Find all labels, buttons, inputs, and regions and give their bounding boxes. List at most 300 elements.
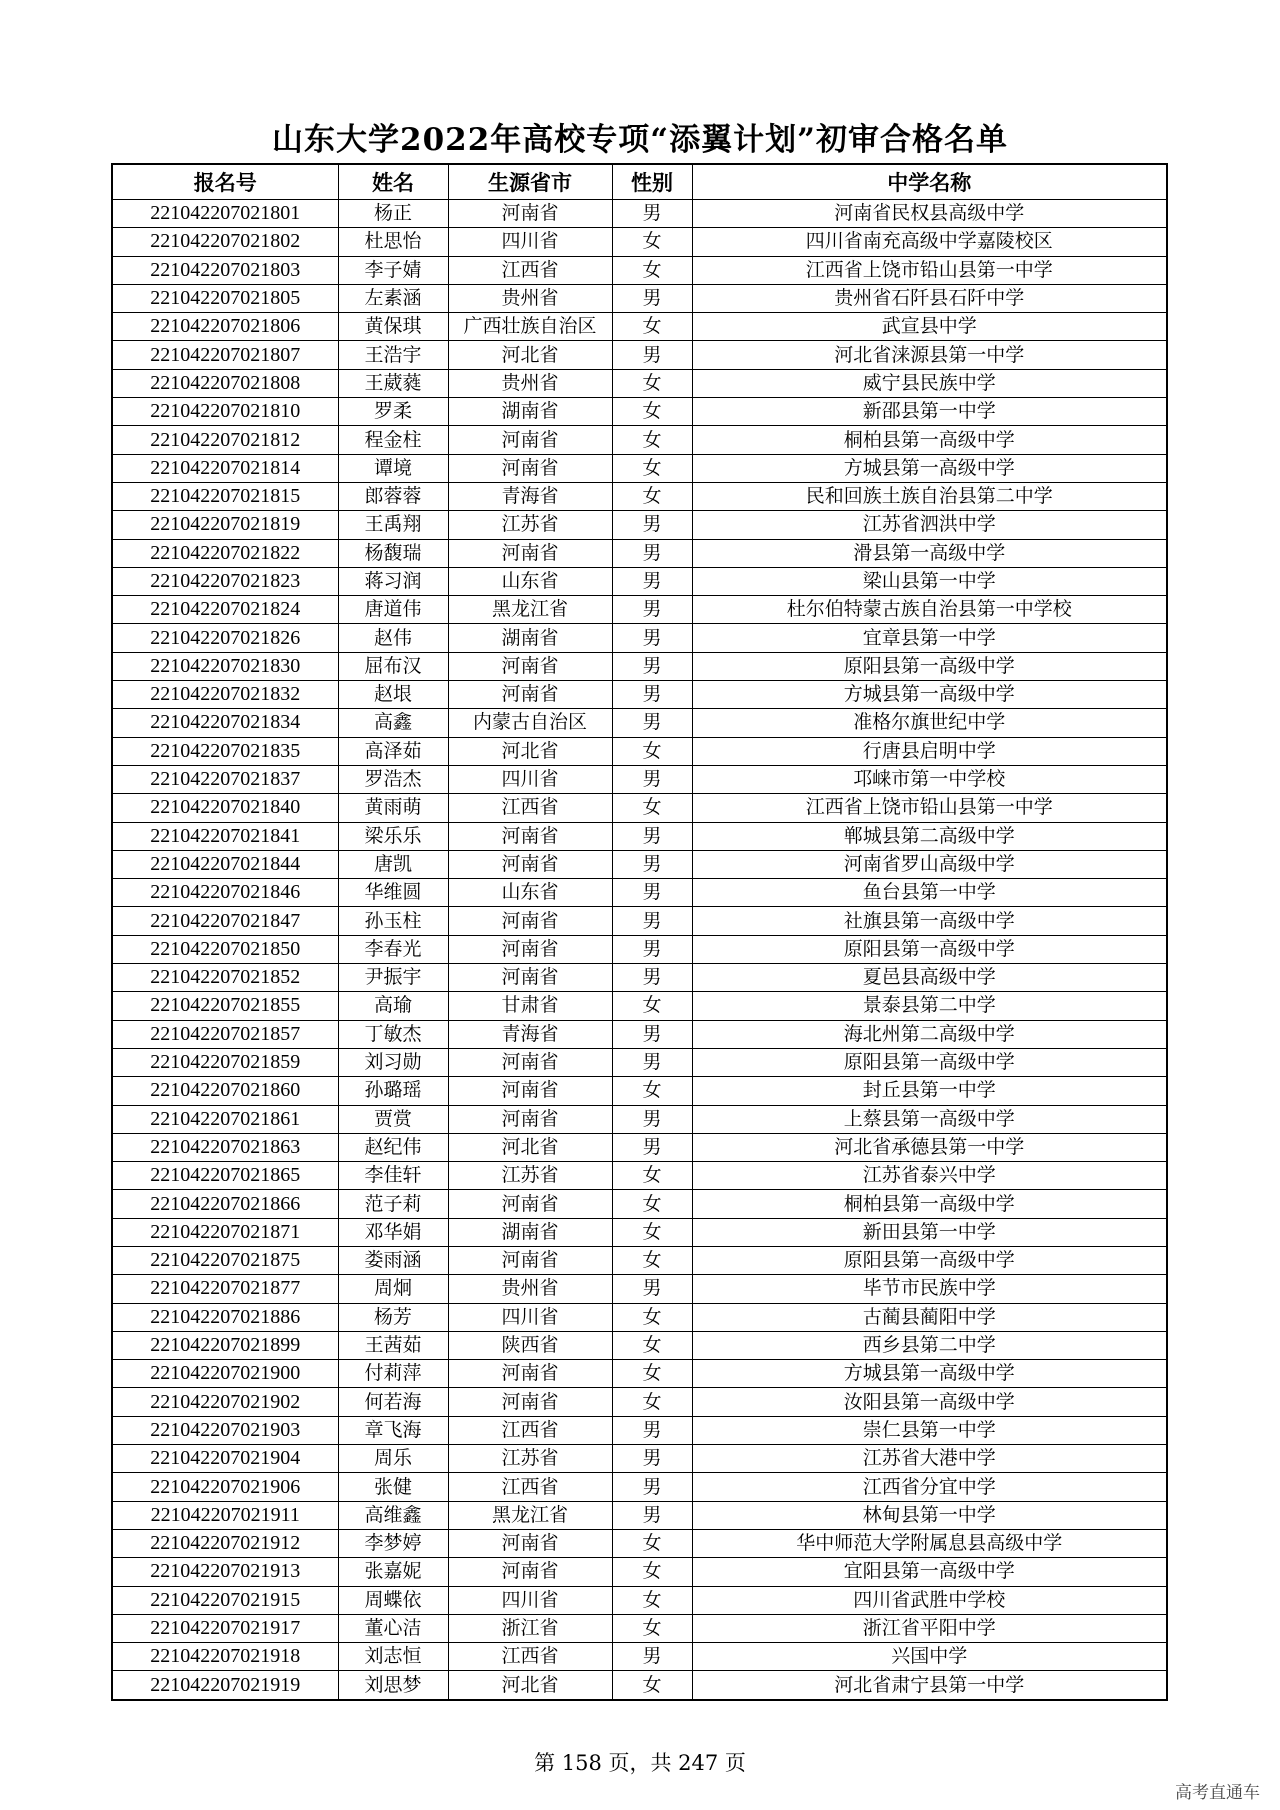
school-cell: 毕节市民族中学 [692, 1275, 1167, 1303]
table-row [112, 200, 1167, 228]
gender-cell: 男 [612, 511, 692, 539]
table-row [112, 1190, 1167, 1218]
gender-cell: 男 [612, 681, 692, 709]
table-row [112, 1360, 1167, 1388]
reg-number-cell: 221042207021819 [112, 511, 338, 539]
province-cell: 江西省 [448, 256, 612, 284]
page-footer: 第 158 页，共 247 页 [534, 1751, 746, 1775]
gender-cell: 女 [612, 313, 692, 341]
province-cell: 河南省 [448, 907, 612, 935]
school-cell: 武宣县中学 [692, 313, 1167, 341]
name-cell: 罗浩杰 [338, 765, 448, 793]
gender-cell: 男 [612, 879, 692, 907]
table-row [112, 1643, 1167, 1671]
table-row [112, 1586, 1167, 1614]
reg-number-cell: 221042207021871 [112, 1218, 338, 1246]
name-cell: 李梦婷 [338, 1529, 448, 1557]
province-cell: 河北省 [448, 341, 612, 369]
table-row [112, 511, 1167, 539]
table-row [112, 454, 1167, 482]
table-header-row [112, 164, 1167, 200]
school-cell: 社旗县第一高级中学 [692, 907, 1167, 935]
gender-cell: 男 [612, 1133, 692, 1161]
province-cell: 甘肃省 [448, 992, 612, 1020]
table-row [112, 284, 1167, 312]
gender-cell: 女 [612, 1586, 692, 1614]
school-cell: 河北省承德县第一中学 [692, 1133, 1167, 1161]
table-row [112, 1133, 1167, 1161]
school-cell: 桐柏县第一高级中学 [692, 1190, 1167, 1218]
province-cell: 贵州省 [448, 284, 612, 312]
name-cell: 杨馥瑞 [338, 539, 448, 567]
school-cell: 夏邑县高级中学 [692, 964, 1167, 992]
province-cell: 四川省 [448, 228, 612, 256]
reg-number-cell: 221042207021913 [112, 1558, 338, 1586]
province-cell: 江西省 [448, 794, 612, 822]
name-cell: 唐道伟 [338, 596, 448, 624]
gender-cell: 男 [612, 1275, 692, 1303]
name-cell: 王禹翔 [338, 511, 448, 539]
name-cell: 程金柱 [338, 426, 448, 454]
province-cell: 河南省 [448, 1246, 612, 1274]
school-cell: 邛崃市第一中学校 [692, 765, 1167, 793]
reg-number-cell: 221042207021805 [112, 284, 338, 312]
table-row [112, 1501, 1167, 1529]
reg-number-cell: 221042207021814 [112, 454, 338, 482]
reg-number-cell: 221042207021912 [112, 1529, 338, 1557]
school-cell: 江西省上饶市铅山县第一中学 [692, 794, 1167, 822]
table-row [112, 1473, 1167, 1501]
gender-cell: 男 [612, 1020, 692, 1048]
reg-number-cell: 221042207021904 [112, 1445, 338, 1473]
gender-cell: 男 [612, 652, 692, 680]
gender-cell: 女 [612, 426, 692, 454]
province-cell: 内蒙古自治区 [448, 709, 612, 737]
school-cell: 四川省武胜中学校 [692, 1586, 1167, 1614]
school-cell: 行唐县启明中学 [692, 737, 1167, 765]
gender-cell: 女 [612, 398, 692, 426]
province-cell: 江苏省 [448, 1445, 612, 1473]
reg-number-cell: 221042207021846 [112, 879, 338, 907]
gender-cell: 女 [612, 1303, 692, 1331]
name-cell: 董心洁 [338, 1614, 448, 1642]
name-cell: 刘志恒 [338, 1643, 448, 1671]
gender-cell: 男 [612, 822, 692, 850]
gender-cell: 女 [612, 1218, 692, 1246]
table-row [112, 1303, 1167, 1331]
province-cell: 江苏省 [448, 511, 612, 539]
province-cell: 河南省 [448, 200, 612, 228]
reg-number-cell: 221042207021841 [112, 822, 338, 850]
reg-number-cell: 221042207021822 [112, 539, 338, 567]
gender-cell: 男 [612, 200, 692, 228]
gender-cell: 男 [612, 964, 692, 992]
name-cell: 杨正 [338, 200, 448, 228]
document-title: 山东大学2022年高校专项“添翼计划”初审合格名单 [272, 122, 1008, 158]
school-cell: 滑县第一高级中学 [692, 539, 1167, 567]
school-cell: 林甸县第一中学 [692, 1501, 1167, 1529]
table-row [112, 228, 1167, 256]
province-cell: 四川省 [448, 765, 612, 793]
table-row [112, 1275, 1167, 1303]
school-cell: 江苏省大港中学 [692, 1445, 1167, 1473]
reg-number-cell: 221042207021826 [112, 624, 338, 652]
name-cell: 高泽茹 [338, 737, 448, 765]
gender-cell: 女 [612, 454, 692, 482]
table-row [112, 624, 1167, 652]
province-cell: 青海省 [448, 1020, 612, 1048]
reg-number-cell: 221042207021902 [112, 1388, 338, 1416]
gender-cell: 女 [612, 1190, 692, 1218]
name-cell: 章飞海 [338, 1416, 448, 1444]
name-cell: 娄雨涵 [338, 1246, 448, 1274]
table-row [112, 1020, 1167, 1048]
gender-cell: 男 [612, 1105, 692, 1133]
school-cell: 浙江省平阳中学 [692, 1614, 1167, 1642]
col-header-school: 中学名称 [692, 164, 1167, 200]
school-cell: 杜尔伯特蒙古族自治县第一中学校 [692, 596, 1167, 624]
province-cell: 黑龙江省 [448, 1501, 612, 1529]
province-cell: 河南省 [448, 850, 612, 878]
province-cell: 河南省 [448, 1077, 612, 1105]
name-cell: 高鑫 [338, 709, 448, 737]
table-row [112, 822, 1167, 850]
reg-number-cell: 221042207021802 [112, 228, 338, 256]
roster-table [111, 163, 1168, 1701]
province-cell: 河北省 [448, 737, 612, 765]
name-cell: 郎蓉蓉 [338, 482, 448, 510]
gender-cell: 女 [612, 482, 692, 510]
name-cell: 华维圆 [338, 879, 448, 907]
gender-cell: 男 [612, 1048, 692, 1076]
reg-number-cell: 221042207021855 [112, 992, 338, 1020]
name-cell: 刘习勋 [338, 1048, 448, 1076]
table-row [112, 1246, 1167, 1274]
gender-cell: 女 [612, 1529, 692, 1557]
school-cell: 原阳县第一高级中学 [692, 1246, 1167, 1274]
name-cell: 周蝶依 [338, 1586, 448, 1614]
school-cell: 宜阳县第一高级中学 [692, 1558, 1167, 1586]
table-row [112, 567, 1167, 595]
col-header-name: 姓名 [338, 164, 448, 200]
school-cell: 郸城县第二高级中学 [692, 822, 1167, 850]
table-row [112, 1416, 1167, 1444]
reg-number-cell: 221042207021918 [112, 1643, 338, 1671]
gender-cell: 女 [612, 369, 692, 397]
school-cell: 江西省分宜中学 [692, 1473, 1167, 1501]
table-row [112, 539, 1167, 567]
table-row [112, 964, 1167, 992]
province-cell: 河南省 [448, 1190, 612, 1218]
roster-body [112, 200, 1167, 1700]
table-row [112, 935, 1167, 963]
school-cell: 方城县第一高级中学 [692, 1360, 1167, 1388]
reg-number-cell: 221042207021861 [112, 1105, 338, 1133]
name-cell: 尹振宇 [338, 964, 448, 992]
reg-number-cell: 221042207021915 [112, 1586, 338, 1614]
gender-cell: 男 [612, 1643, 692, 1671]
province-cell: 河南省 [448, 426, 612, 454]
school-cell: 封丘县第一中学 [692, 1077, 1167, 1105]
table-row [112, 1529, 1167, 1557]
reg-number-cell: 221042207021899 [112, 1331, 338, 1359]
school-cell: 原阳县第一高级中学 [692, 1048, 1167, 1076]
school-cell: 河南省民权县高级中学 [692, 200, 1167, 228]
province-cell: 河南省 [448, 539, 612, 567]
gender-cell: 男 [612, 1473, 692, 1501]
table-row [112, 850, 1167, 878]
reg-number-cell: 221042207021877 [112, 1275, 338, 1303]
school-cell: 原阳县第一高级中学 [692, 935, 1167, 963]
gender-cell: 女 [612, 1360, 692, 1388]
name-cell: 黄雨萌 [338, 794, 448, 822]
name-cell: 孙璐瑶 [338, 1077, 448, 1105]
province-cell: 四川省 [448, 1303, 612, 1331]
gender-cell: 男 [612, 850, 692, 878]
school-cell: 西乡县第二中学 [692, 1331, 1167, 1359]
province-cell: 河南省 [448, 822, 612, 850]
name-cell: 唐凯 [338, 850, 448, 878]
name-cell: 高瑜 [338, 992, 448, 1020]
gender-cell: 男 [612, 1501, 692, 1529]
province-cell: 黑龙江省 [448, 596, 612, 624]
gender-cell: 女 [612, 1671, 692, 1700]
gender-cell: 男 [612, 935, 692, 963]
gender-cell: 男 [612, 624, 692, 652]
province-cell: 江西省 [448, 1416, 612, 1444]
province-cell: 江苏省 [448, 1162, 612, 1190]
school-cell: 上蔡县第一高级中学 [692, 1105, 1167, 1133]
name-cell: 张健 [338, 1473, 448, 1501]
school-cell: 方城县第一高级中学 [692, 454, 1167, 482]
reg-number-cell: 221042207021830 [112, 652, 338, 680]
table-row [112, 681, 1167, 709]
table-row [112, 765, 1167, 793]
name-cell: 李佳轩 [338, 1162, 448, 1190]
gender-cell: 女 [612, 737, 692, 765]
province-cell: 江西省 [448, 1643, 612, 1671]
reg-number-cell: 221042207021803 [112, 256, 338, 284]
school-cell: 河北省涞源县第一中学 [692, 341, 1167, 369]
col-header-reg-number: 报名号 [112, 164, 338, 200]
school-cell: 河北省肃宁县第一中学 [692, 1671, 1167, 1700]
name-cell: 赵垠 [338, 681, 448, 709]
province-cell: 河南省 [448, 1388, 612, 1416]
province-cell: 河北省 [448, 1133, 612, 1161]
reg-number-cell: 221042207021886 [112, 1303, 338, 1331]
name-cell: 周炯 [338, 1275, 448, 1303]
table-row [112, 1218, 1167, 1246]
reg-number-cell: 221042207021859 [112, 1048, 338, 1076]
name-cell: 孙玉柱 [338, 907, 448, 935]
school-cell: 鱼台县第一中学 [692, 879, 1167, 907]
province-cell: 湖南省 [448, 624, 612, 652]
name-cell: 王浩宇 [338, 341, 448, 369]
school-cell: 威宁县民族中学 [692, 369, 1167, 397]
name-cell: 王葳蕤 [338, 369, 448, 397]
reg-number-cell: 221042207021823 [112, 567, 338, 595]
reg-number-cell: 221042207021903 [112, 1416, 338, 1444]
province-cell: 陕西省 [448, 1331, 612, 1359]
name-cell: 刘思梦 [338, 1671, 448, 1700]
school-cell: 古蔺县蔺阳中学 [692, 1303, 1167, 1331]
reg-number-cell: 221042207021824 [112, 596, 338, 624]
gender-cell: 女 [612, 1558, 692, 1586]
gender-cell: 男 [612, 596, 692, 624]
province-cell: 广西壮族自治区 [448, 313, 612, 341]
school-cell: 梁山县第一中学 [692, 567, 1167, 595]
school-cell: 桐柏县第一高级中学 [692, 426, 1167, 454]
province-cell: 河南省 [448, 454, 612, 482]
name-cell: 高维鑫 [338, 1501, 448, 1529]
province-cell: 湖南省 [448, 398, 612, 426]
reg-number-cell: 221042207021844 [112, 850, 338, 878]
table-row [112, 1445, 1167, 1473]
reg-number-cell: 221042207021835 [112, 737, 338, 765]
name-cell: 黄保琪 [338, 313, 448, 341]
table-row [112, 737, 1167, 765]
gender-cell: 男 [612, 709, 692, 737]
reg-number-cell: 221042207021866 [112, 1190, 338, 1218]
table-row [112, 482, 1167, 510]
name-cell: 何若海 [338, 1388, 448, 1416]
name-cell: 王茜茹 [338, 1331, 448, 1359]
province-cell: 江西省 [448, 1473, 612, 1501]
col-header-gender: 性别 [612, 164, 692, 200]
school-cell: 民和回族土族自治县第二中学 [692, 482, 1167, 510]
name-cell: 罗柔 [338, 398, 448, 426]
province-cell: 河南省 [448, 1558, 612, 1586]
table-row [112, 1162, 1167, 1190]
name-cell: 杨芳 [338, 1303, 448, 1331]
reg-number-cell: 221042207021810 [112, 398, 338, 426]
table-row [112, 1558, 1167, 1586]
gender-cell: 男 [612, 567, 692, 595]
province-cell: 山东省 [448, 879, 612, 907]
table-row [112, 1331, 1167, 1359]
school-cell: 新邵县第一中学 [692, 398, 1167, 426]
reg-number-cell: 221042207021875 [112, 1246, 338, 1274]
reg-number-cell: 221042207021807 [112, 341, 338, 369]
table-row [112, 1048, 1167, 1076]
school-cell: 准格尔旗世纪中学 [692, 709, 1167, 737]
table-row [112, 1388, 1167, 1416]
gender-cell: 男 [612, 341, 692, 369]
table-row [112, 1614, 1167, 1642]
name-cell: 赵伟 [338, 624, 448, 652]
name-cell: 屈布汉 [338, 652, 448, 680]
province-cell: 贵州省 [448, 369, 612, 397]
school-cell: 河南省罗山高级中学 [692, 850, 1167, 878]
reg-number-cell: 221042207021815 [112, 482, 338, 510]
name-cell: 付莉萍 [338, 1360, 448, 1388]
school-cell: 崇仁县第一中学 [692, 1416, 1167, 1444]
gender-cell: 女 [612, 228, 692, 256]
reg-number-cell: 221042207021808 [112, 369, 338, 397]
gender-cell: 男 [612, 907, 692, 935]
table-row [112, 341, 1167, 369]
reg-number-cell: 221042207021812 [112, 426, 338, 454]
table-row [112, 992, 1167, 1020]
name-cell: 赵纪伟 [338, 1133, 448, 1161]
gender-cell: 男 [612, 1445, 692, 1473]
gender-cell: 女 [612, 794, 692, 822]
name-cell: 谭境 [338, 454, 448, 482]
school-cell: 汝阳县第一高级中学 [692, 1388, 1167, 1416]
gender-cell: 女 [612, 1246, 692, 1274]
province-cell: 浙江省 [448, 1614, 612, 1642]
reg-number-cell: 221042207021900 [112, 1360, 338, 1388]
reg-number-cell: 221042207021917 [112, 1614, 338, 1642]
name-cell: 范子莉 [338, 1190, 448, 1218]
reg-number-cell: 221042207021806 [112, 313, 338, 341]
reg-number-cell: 221042207021863 [112, 1133, 338, 1161]
gender-cell: 女 [612, 1614, 692, 1642]
reg-number-cell: 221042207021857 [112, 1020, 338, 1048]
gender-cell: 女 [612, 1162, 692, 1190]
table-row [112, 794, 1167, 822]
province-cell: 河南省 [448, 652, 612, 680]
province-cell: 河南省 [448, 1105, 612, 1133]
watermark-text: 高考直通车 [1175, 1783, 1260, 1803]
table-row [112, 1671, 1167, 1700]
province-cell: 四川省 [448, 1586, 612, 1614]
school-cell: 江苏省泗洪中学 [692, 511, 1167, 539]
name-cell: 邓华娟 [338, 1218, 448, 1246]
reg-number-cell: 221042207021837 [112, 765, 338, 793]
reg-number-cell: 221042207021801 [112, 200, 338, 228]
school-cell: 景泰县第二中学 [692, 992, 1167, 1020]
reg-number-cell: 221042207021852 [112, 964, 338, 992]
name-cell: 梁乐乐 [338, 822, 448, 850]
gender-cell: 男 [612, 1416, 692, 1444]
gender-cell: 男 [612, 539, 692, 567]
school-cell: 江苏省泰兴中学 [692, 1162, 1167, 1190]
school-cell: 方城县第一高级中学 [692, 681, 1167, 709]
table-row [112, 426, 1167, 454]
reg-number-cell: 221042207021847 [112, 907, 338, 935]
province-cell: 河南省 [448, 1360, 612, 1388]
province-cell: 河南省 [448, 935, 612, 963]
name-cell: 左素涵 [338, 284, 448, 312]
reg-number-cell: 221042207021860 [112, 1077, 338, 1105]
table-row [112, 879, 1167, 907]
school-cell: 新田县第一中学 [692, 1218, 1167, 1246]
reg-number-cell: 221042207021850 [112, 935, 338, 963]
reg-number-cell: 221042207021865 [112, 1162, 338, 1190]
school-cell: 四川省南充高级中学嘉陵校区 [692, 228, 1167, 256]
gender-cell: 女 [612, 1388, 692, 1416]
province-cell: 河南省 [448, 1048, 612, 1076]
name-cell: 李春光 [338, 935, 448, 963]
name-cell: 丁敏杰 [338, 1020, 448, 1048]
table-row [112, 1105, 1167, 1133]
col-header-province: 生源省市 [448, 164, 612, 200]
name-cell: 张嘉妮 [338, 1558, 448, 1586]
reg-number-cell: 221042207021911 [112, 1501, 338, 1529]
table-row [112, 398, 1167, 426]
table-row [112, 369, 1167, 397]
province-cell: 河南省 [448, 681, 612, 709]
province-cell: 贵州省 [448, 1275, 612, 1303]
reg-number-cell: 221042207021832 [112, 681, 338, 709]
school-cell: 兴国中学 [692, 1643, 1167, 1671]
table-row [112, 256, 1167, 284]
table-row [112, 1077, 1167, 1105]
school-cell: 原阳县第一高级中学 [692, 652, 1167, 680]
school-cell: 宜章县第一中学 [692, 624, 1167, 652]
reg-number-cell: 221042207021840 [112, 794, 338, 822]
